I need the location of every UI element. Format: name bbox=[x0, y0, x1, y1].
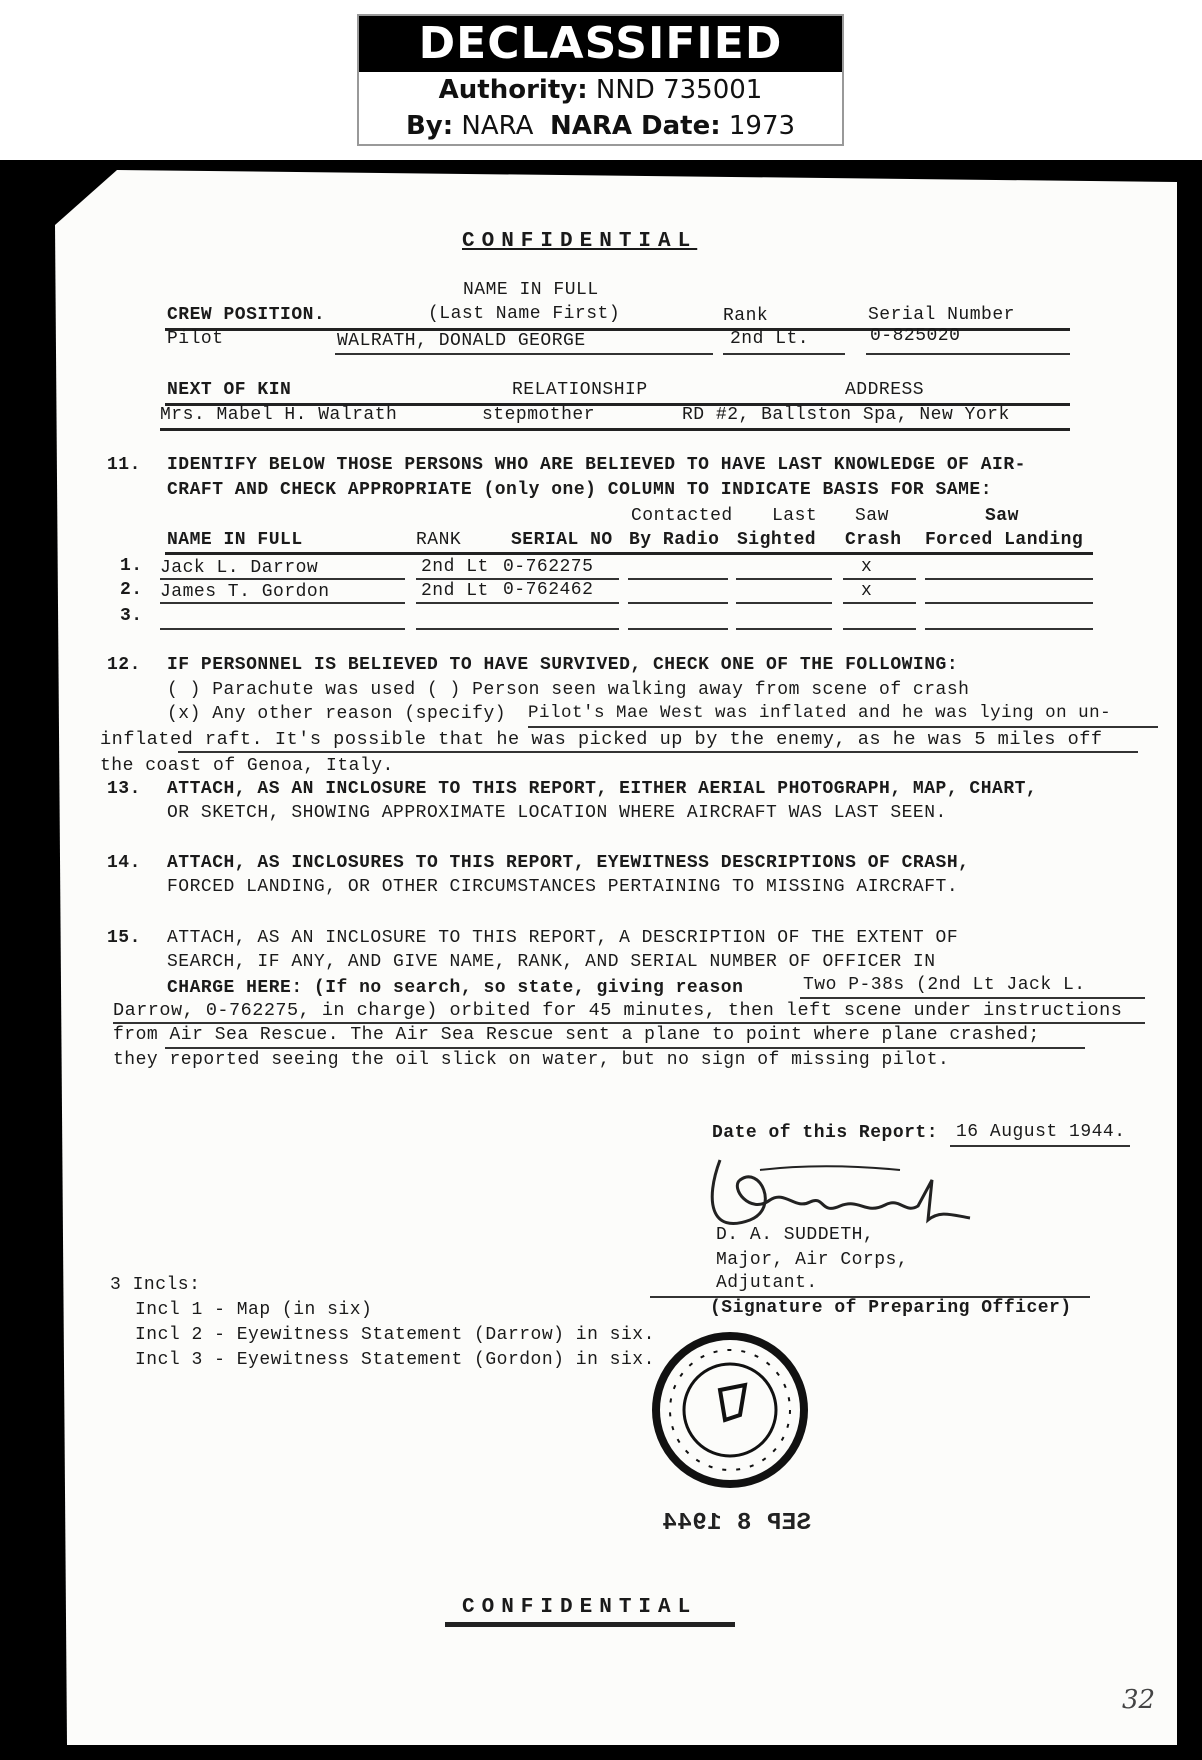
stamp-by: By: NARA NARA Date: 1973 bbox=[405, 111, 796, 141]
section-12-line4: inflated raft. It's possible that he was picked up by the enemy, as he was 5 miles off bbox=[100, 729, 1103, 750]
serial-number-label: Serial Number bbox=[868, 305, 1015, 325]
row-1-underline-5 bbox=[736, 578, 832, 580]
address-label: ADDRESS bbox=[845, 380, 925, 400]
row-2-underline-7 bbox=[925, 602, 1093, 604]
row-3-underline-7 bbox=[925, 628, 1093, 630]
row-1-number: 1. bbox=[120, 556, 143, 576]
section-14-line2: FORCED LANDING, OR OTHER CIRCUMSTANCES PERTAINING TO MISSING AIRCRAFT. bbox=[167, 877, 959, 897]
serial-value: 0-825020 bbox=[870, 326, 961, 346]
row-1-underline-3 bbox=[503, 578, 619, 580]
col-contacted-1: Contacted bbox=[631, 506, 733, 526]
section-12-number: 12. bbox=[107, 655, 141, 675]
section-12-line3-answer: Pilot's Mae West was inflated and he was lying on un- bbox=[528, 703, 1112, 723]
col-saw-crash-1: Saw bbox=[855, 506, 889, 526]
section-15-line3-prefix: CHARGE HERE: (If no search, so state, giving reason bbox=[167, 978, 744, 998]
row-2-underline-4 bbox=[628, 602, 728, 604]
inclosure-1: Incl 1 - Map (in six) bbox=[135, 1300, 373, 1320]
row-1-rank: 2nd Lt bbox=[421, 557, 489, 577]
relationship-value: stepmother bbox=[482, 405, 596, 425]
col-serial: SERIAL NO bbox=[511, 530, 613, 550]
address-value: RD #2, Ballston Spa, New York bbox=[682, 405, 1010, 425]
signer-title: Adjutant. bbox=[716, 1273, 818, 1293]
classification-bottom: CONFIDENTIAL bbox=[462, 1596, 698, 1619]
section-15-line3-answer: Two P-38s (2nd Lt Jack L. bbox=[803, 975, 1086, 995]
inclosure-3: Incl 3 - Eyewitness Statement (Gordon) in six. bbox=[135, 1350, 655, 1370]
col-contacted-2: By Radio bbox=[629, 530, 720, 550]
rank-value: 2nd Lt. bbox=[730, 329, 810, 349]
classification-top: CONFIDENTIAL bbox=[462, 230, 698, 253]
inclosures-header: 3 Incls: bbox=[110, 1275, 201, 1295]
report-date-label: Date of this Report: bbox=[712, 1123, 939, 1143]
section-12-line3-prefix: (x) Any other reason (specify) bbox=[167, 704, 507, 724]
row-1-underline-1 bbox=[160, 578, 405, 580]
relationship-label: RELATIONSHIP bbox=[512, 380, 648, 400]
section-15-line5: from Air Sea Rescue. The Air Sea Rescue sent a plane to point where plane crashed; bbox=[113, 1025, 1040, 1045]
circular-ink-stamp bbox=[650, 1330, 810, 1490]
col-last-2: Sighted bbox=[737, 530, 817, 550]
row-3-underline-6 bbox=[843, 628, 916, 630]
col-last-1: Last bbox=[772, 506, 818, 526]
row-1-name: Jack L. Darrow bbox=[160, 558, 319, 578]
section-11-number: 11. bbox=[107, 455, 141, 475]
row-3-underline-2 bbox=[416, 628, 506, 630]
last-name-first-label: (Last Name First) bbox=[428, 304, 621, 324]
col-forced-2: Forced Landing bbox=[925, 530, 1084, 550]
row-3-number: 3. bbox=[120, 606, 143, 626]
section-15-line1: ATTACH, AS AN INCLOSURE TO THIS REPORT, A DESCRIPTION OF THE EXTENT OF bbox=[167, 928, 959, 948]
row-1-serial: 0-762275 bbox=[503, 557, 594, 577]
col-rank: RANK bbox=[416, 530, 462, 550]
next-of-kin-value: Mrs. Mabel H. Walrath bbox=[160, 405, 398, 425]
row-2-underline-6 bbox=[843, 602, 916, 604]
section-14-number: 14. bbox=[107, 853, 141, 873]
section-13-number: 13. bbox=[107, 779, 141, 799]
inclosure-2: Incl 2 - Eyewitness Statement (Darrow) in six. bbox=[135, 1325, 655, 1345]
section-15-number: 15. bbox=[107, 928, 141, 948]
crew-name-value: WALRATH, DONALD GEORGE bbox=[337, 331, 586, 351]
signer-rank: Major, Air Corps, bbox=[716, 1250, 909, 1270]
section-13-line1: ATTACH, AS AN INCLOSURE TO THIS REPORT, EITHER AERIAL PHOTOGRAPH, MAP, CHART, bbox=[167, 779, 1038, 799]
section-12-line5: the coast of Genoa, Italy. bbox=[100, 756, 394, 776]
section-11-line2: CRAFT AND CHECK APPROPRIATE (only one) COLUMN TO INDICATE BASIS FOR SAME: bbox=[167, 480, 993, 500]
row-1-underline-6 bbox=[843, 578, 916, 580]
page-number: 32 bbox=[1122, 1685, 1156, 1715]
row-3-underline-3 bbox=[503, 628, 619, 630]
section-11-line1: IDENTIFY BELOW THOSE PERSONS WHO ARE BELIEVED TO HAVE LAST KNOWLEDGE OF AIR- bbox=[167, 455, 1026, 475]
report-date-value: 16 August 1944. bbox=[956, 1122, 1126, 1142]
row-1-underline-4 bbox=[628, 578, 728, 580]
received-date-stamp: SEP 8 1944 bbox=[662, 1510, 812, 1537]
stamp-authority: Authority: NND 735001 bbox=[438, 75, 763, 105]
row-2-saw-crash-mark: x bbox=[861, 581, 873, 601]
row-2-underline-1 bbox=[160, 602, 405, 604]
row-2-serial: 0-762462 bbox=[503, 580, 594, 600]
row-1-saw-crash-mark: x bbox=[861, 557, 873, 577]
row-1-underline-7 bbox=[925, 578, 1093, 580]
signature-label: (Signature of Preparing Officer) bbox=[710, 1298, 1072, 1318]
row-2-rank: 2nd Lt bbox=[421, 581, 489, 601]
row-3-underline-4 bbox=[628, 628, 728, 630]
section-15-line6: they reported seeing the oil slick on water, but no sign of missing pilot. bbox=[113, 1050, 950, 1070]
row-1-underline-2 bbox=[416, 578, 506, 580]
section-15-line2: SEARCH, IF ANY, AND GIVE NAME, RANK, AND SERIAL NUMBER OF OFFICER IN bbox=[167, 952, 936, 972]
signer-name: D. A. SUDDETH, bbox=[716, 1225, 875, 1245]
section-13-line2: OR SKETCH, SHOWING APPROXIMATE LOCATION WHERE AIRCRAFT WAS LAST SEEN. bbox=[167, 803, 947, 823]
declassified-stamp bbox=[357, 14, 844, 146]
next-of-kin-label: NEXT OF KIN bbox=[167, 380, 292, 400]
section-15-line4: Darrow, 0-762275, in charge) orbited for 45 minutes, then left scene under instructions bbox=[113, 1000, 1123, 1021]
section-14-line1: ATTACH, AS INCLOSURES TO THIS REPORT, EYEWITNESS DESCRIPTIONS OF CRASH, bbox=[167, 853, 970, 873]
crew-position-label: CREW POSITION. bbox=[167, 305, 326, 325]
rank-label: Rank bbox=[723, 306, 769, 326]
section-12-line1: IF PERSONNEL IS BELIEVED TO HAVE SURVIVED, CHECK ONE OF THE FOLLOWING: bbox=[167, 655, 959, 675]
col-name: NAME IN FULL bbox=[167, 530, 303, 550]
crew-position-value: Pilot bbox=[167, 329, 224, 349]
row-2-name: James T. Gordon bbox=[160, 582, 330, 602]
row-2-underline-3 bbox=[503, 602, 619, 604]
name-in-full-label: NAME IN FULL bbox=[463, 280, 599, 300]
row-3-underline-1 bbox=[160, 628, 405, 630]
section-12-line2: ( ) Parachute was used ( ) Person seen walking away from scene of crash bbox=[167, 680, 970, 700]
col-forced-1: Saw bbox=[985, 506, 1019, 526]
col-saw-crash-2: Crash bbox=[845, 530, 902, 550]
row-2-underline-5 bbox=[736, 602, 832, 604]
row-2-underline-2 bbox=[416, 602, 506, 604]
row-3-underline-5 bbox=[736, 628, 832, 630]
row-2-number: 2. bbox=[120, 580, 143, 600]
stamp-title: DECLASSIFIED bbox=[359, 16, 842, 72]
